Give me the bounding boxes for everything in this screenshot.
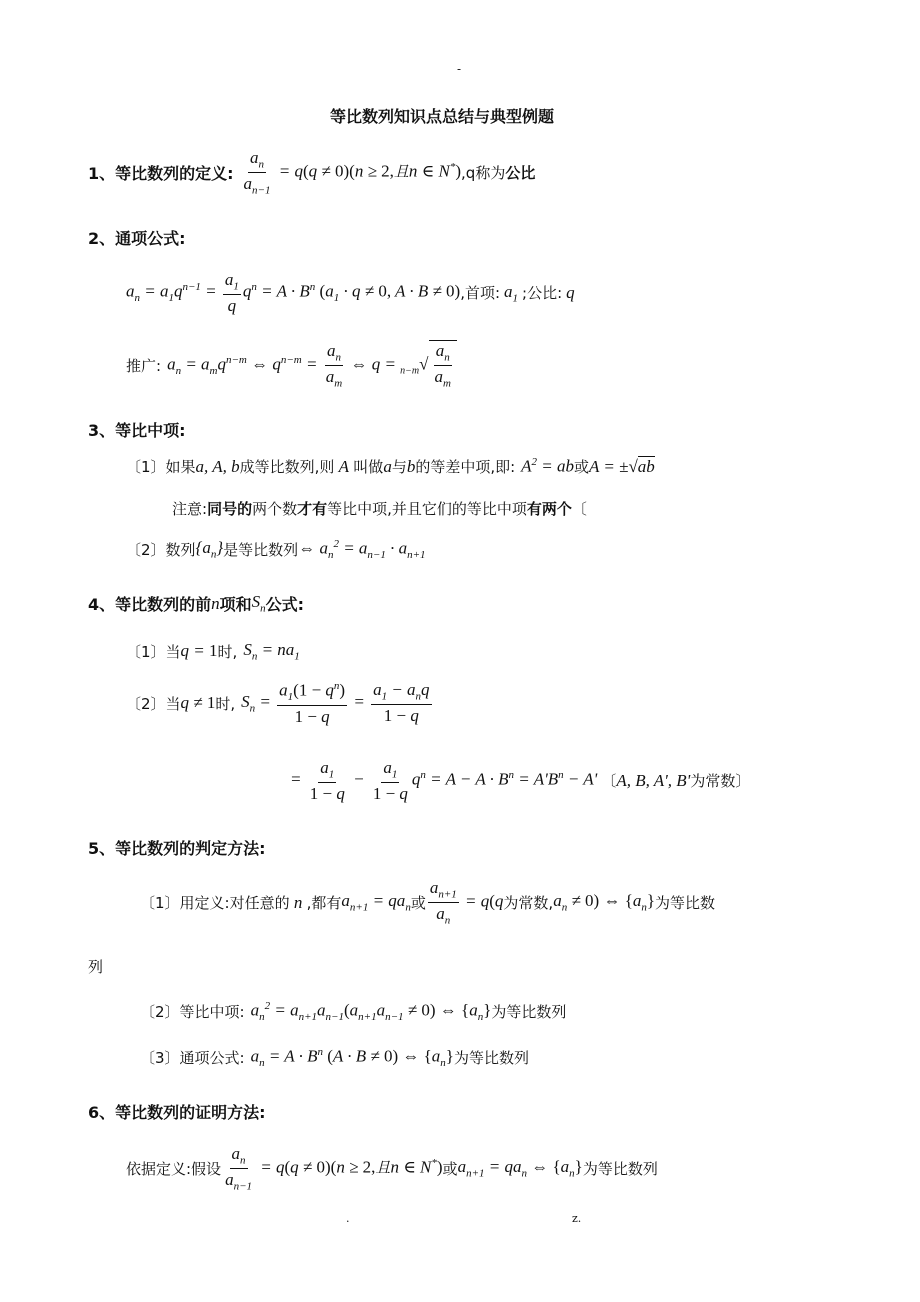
- sum-case-2: 〔2〕当 q ≠ 1 时, $S_n$ = $\frac{a_1(1 - q^n)}{1 - q}$ = $\frac{a_1 - a_nq}{1 - q}$: [126, 680, 430, 726]
- header-mark: -: [457, 62, 462, 76]
- ratio-label: ;公比:: [522, 284, 563, 303]
- section-1: [88, 148, 535, 197]
- mean-note: 注意: 同号的 两个数 才有 等比中项,并且它们的等比中项 有两个 〔: [172, 500, 587, 518]
- criteria-item-2: 〔2〕等比中项: $a_n^2 = a_{n+1}a_{n-1}(a_{n+1}a_{n-1} \ne 0)$ ⇔ $\{a_n\}$ 为等比数列: [140, 1000, 567, 1024]
- definition-tail: ,q称为: [461, 164, 506, 183]
- mean-item-1: 〔1〕如果 a, A, b 成等比数列,则 A 叫做 a 与 b 的等差中项,即: $A^2$ = ab 或 A = ±√ab: [126, 456, 655, 476]
- proof-method: 依据定义:假设 $\frac{a_n}{a_{n-1}}$ = q(q ≠ 0)(n ≥ 2,且n ∈ N*) 或 $a_{n+1} = qa_n$ ⇔ $\{a_n\}$ 为等比数列: [126, 1144, 658, 1193]
- sum-case-1: 〔1〕当 q = 1 时, $S_n = na_1$: [126, 640, 300, 663]
- footer-left: .: [346, 1212, 350, 1225]
- common-ratio-term: 公比: [505, 164, 536, 183]
- generalization-label: 推广:: [126, 356, 162, 375]
- general-term-formula: $a_n = a_1q^{n-1}$ = $\frac{a_1}{q}$ $q^n = A \cdot B^n$ ($a_1 \cdot q \ne 0$, A · B ≠ 0) ,首项: $a_1$ ;公比: q: [126, 270, 575, 316]
- sum-expanded: = $\frac{a_1}{1 - q}$ − $\frac{a_1}{1 - q}$ $q^n = A - A \cdot B^n = A'B^n - A'$ 〔 A, B, A', B' 为常数〕: [290, 758, 751, 804]
- definition-formula: $\frac{a_n}{a_{n-1}}$ = q(q ≠ 0)(n ≥ 2,且n ∈ N*): [243, 148, 462, 197]
- section-5-heading: 5、等比数列的判定方法:: [88, 839, 266, 858]
- criteria-item-1-wrap: 列: [88, 958, 104, 976]
- criteria-item-3: 〔3〕通项公式: $a_n = A \cdot B^n$ (A · B ≠ 0) ⇔ $\{a_n\}$ 为等比数列: [140, 1046, 529, 1070]
- section-3-heading: 3、等比中项:: [88, 421, 186, 440]
- mean-item-2: 〔2〕数列 $\{a_n\}$ 是等比数列 ⇔ $a_n^2 = a_{n-1} \cdot a_{n+1}$: [126, 538, 426, 562]
- generalization-formula: 推广: $a_n = a_mq^{n-m}$ ⇔ $q^{n-m}$ = $\frac{a_n}{a_m}$ ⇔ q = $_{n-m}$√ $\frac{a_n}{a_m}$: [126, 340, 457, 390]
- criteria-item-1: 〔1〕用定义:对任意的 n ,都有 $a_{n+1} = qa_n$ 或 $\frac{a_{n+1}}{a_n}$ = q(q 为常数, $a_n \ne 0$) ⇔ $\{a_n\}$ 为等比数: [140, 878, 716, 927]
- section-2-heading: 2、通项公式:: [88, 229, 186, 248]
- page-title: 等比数列知识点总结与典型例题: [330, 107, 555, 126]
- footer-right: z.: [572, 1212, 582, 1225]
- section-1-heading: 1、等比数列的定义:: [88, 164, 234, 184]
- section-6-heading: 6、等比数列的证明方法:: [88, 1103, 266, 1122]
- first-term-label: ,首项:: [460, 284, 501, 303]
- section-4-heading: 4、等比数列的前 n 项和 $S_n$ 公式:: [88, 592, 305, 615]
